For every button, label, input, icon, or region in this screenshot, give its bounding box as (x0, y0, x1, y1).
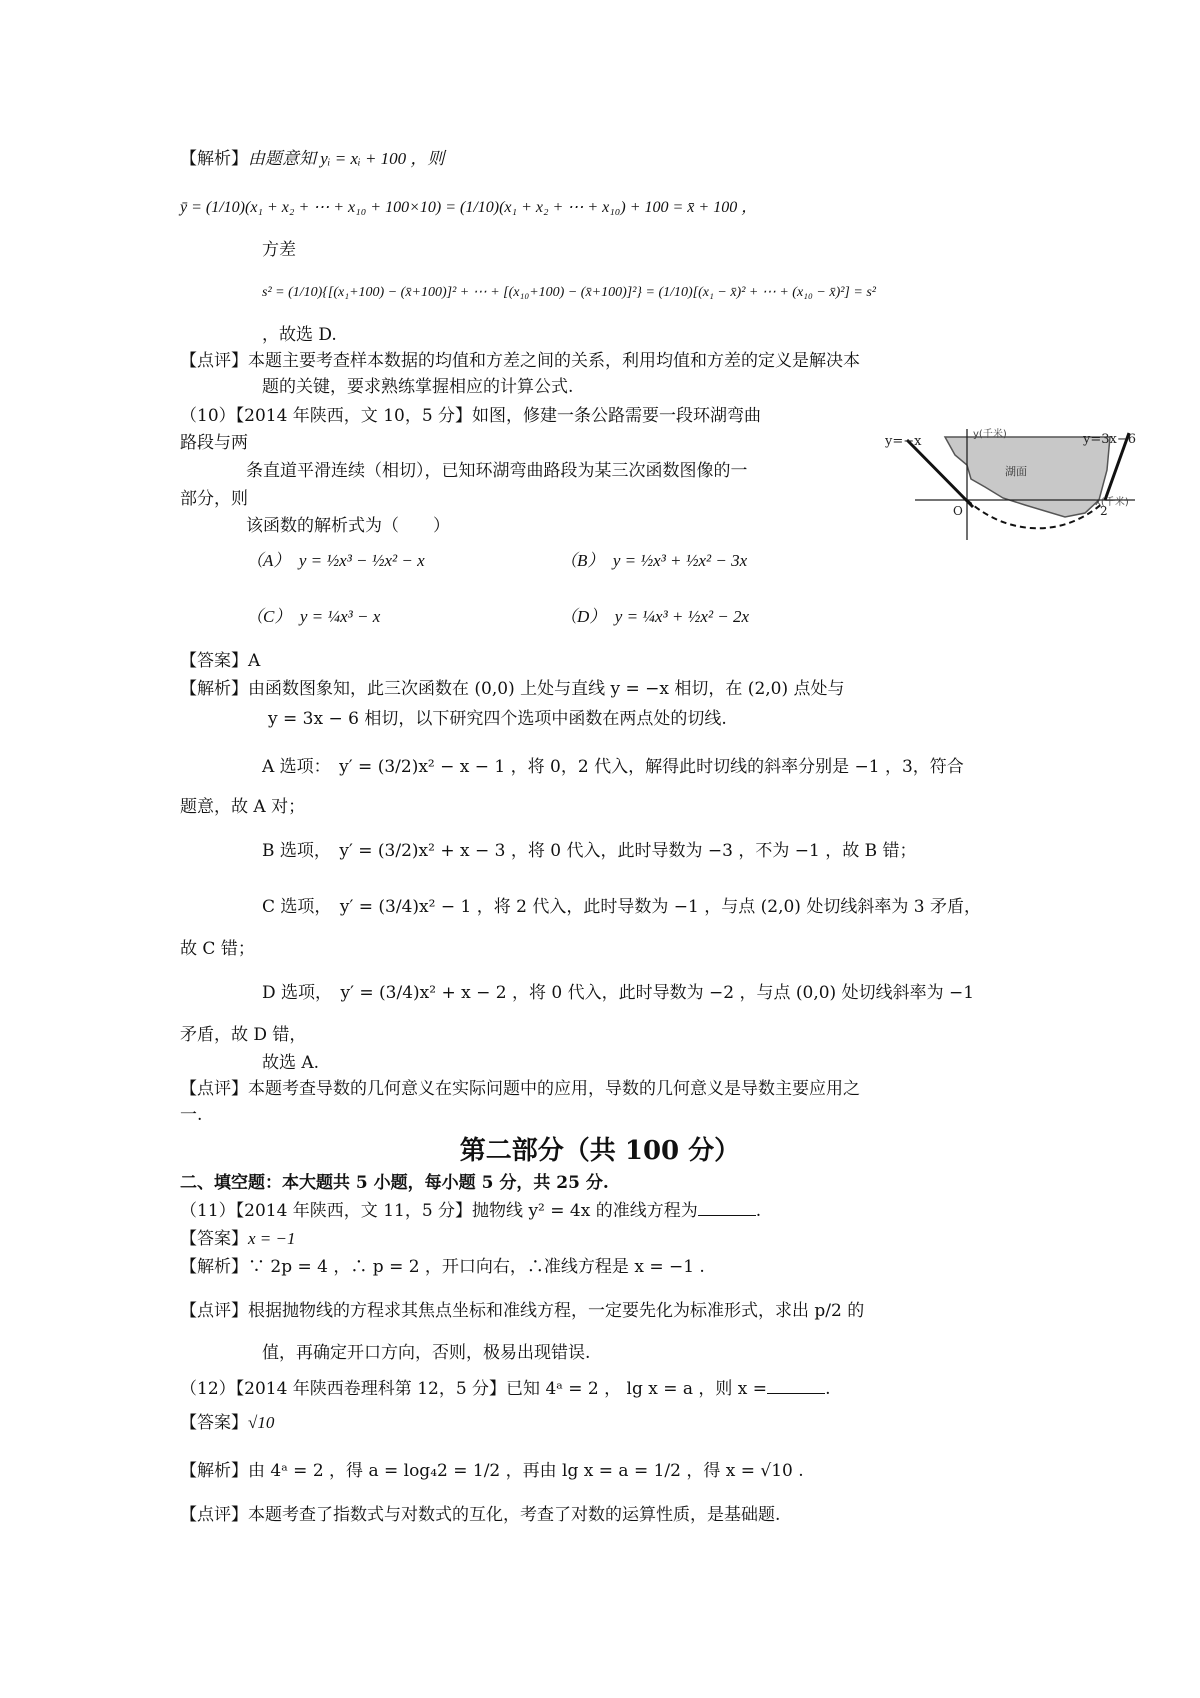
q12-analysis: 【解析】由 4ᵃ = 2 ，得 a = log₄2 = 1/2 ，再由 lg x = a = 1/2 ，得 x = √10 . (180, 1461, 804, 1481)
q10-analysis-line3: A 选项： y′ = (3/2)x² − x − 1 ，将 0，2 代入，解得此时切线的斜率分别是 −1 ，3，符合 (262, 757, 964, 777)
y-axis-label: y(千米) (973, 429, 1007, 440)
two-label: 2 (1100, 504, 1108, 518)
origin-label: O (953, 504, 963, 518)
lake-road-graph (885, 425, 1140, 545)
q10-analysis-line8: D 选项， y′ = (3/4)x² + x − 2 ，将 0 代入，此时导数为 −2 ，与点 (0,0) 处切线斜率为 −1 (262, 983, 975, 1003)
lake-label: 湖面 (1005, 465, 1027, 478)
lake-road-figure (885, 425, 1140, 545)
line-right-label: y=3x−6 (1083, 432, 1137, 447)
q12-comment: 【点评】本题考查了指数式与对数式的互化，考查了对数的运算性质，是基础题. (180, 1505, 781, 1525)
q10-analysis-line10: 故选 A. (262, 1053, 320, 1073)
q10-comment-line1: 【点评】本题考查导数的几何意义在实际问题中的应用，导数的几何意义是导数主要应用之 (180, 1079, 860, 1099)
q10-option-b: （B） y = ½x³ + ½x² − 3x (560, 551, 748, 570)
q10-analysis-line6: C 选项， y′ = (3/4)x² − 1 ，将 2 代入，此时导数为 −1 ，与点 (2,0) 处切线斜率为 3 矛盾， (262, 897, 981, 917)
q9-variance-equation: s² = (1/10){[(x₁+100) − (x̄+100)]² + ⋯ + [(x₁₀+100) − (x̄+100)]²} = (1/10)[(x₁ − x̄)² + ⋯ + (x₁₀ − x̄)²] = s² (262, 285, 876, 300)
q10-question-line5: 该函数的解析式为（ ） (246, 516, 450, 536)
q9-comment-line2: 题的关键，要求熟练掌握相应的计算公式. (262, 377, 574, 397)
q10-question-line2: 路段与两 (180, 433, 248, 453)
q10-analysis-line7: 故 C 错； (180, 939, 255, 959)
q10-answer: 【答案】A (180, 651, 261, 671)
q12-answer: 【答案】√10 (180, 1413, 275, 1433)
q10-option-c: （C） y = ¼x³ − x (246, 607, 381, 626)
q11-comment-line2: 值，再确定开口方向，否则，极易出现错误. (262, 1343, 591, 1363)
q11-answer: 【答案】x = −1 (180, 1229, 296, 1249)
q10-option-a: （A） y = ½x³ − ½x² − x (246, 551, 425, 570)
q11-answer-blank (698, 1199, 756, 1216)
q10-comment-line2: 一. (180, 1105, 203, 1125)
q9-mean-equation: ȳ = (1/10)(x₁ + x₂ + ⋯ + x₁₀ + 100×10) = (1/10)(x₁ + x₂ + ⋯ + x₁₀) + 100 = x̄ + 100 ， (180, 199, 758, 216)
fill-in-section-heading: 二、填空题：本大题共 5 小题，每小题 5 分，共 25 分. (180, 1173, 609, 1193)
x-axis-label: x(千米) (1095, 497, 1129, 508)
q12-question: （12）【2014 年陕西卷理科第 12，5 分】已知 4ᵃ = 2 ， lg x = a ，则 x = . (180, 1379, 831, 1399)
q9-analysis-intro: 【解析】由题意知 yᵢ = xᵢ + 100 ，则 (180, 149, 445, 169)
q10-question-line1: （10）【2014 年陕西，文 10，5 分】如图，修建一条公路需要一段环湖弯曲 (180, 406, 762, 426)
line-left-label: y=−x (885, 434, 922, 449)
q11-comment-line1: 【点评】根据抛物线的方程求其焦点坐标和准线方程，一定要先化为标准形式，求出 p/2 的 (180, 1301, 865, 1321)
q9-variance-label: 方差 (262, 240, 296, 260)
q10-question-line4: 部分，则 (180, 489, 248, 509)
q10-analysis-line9: 矛盾，故 D 错， (180, 1025, 307, 1045)
q10-analysis-line4: 题意，故 A 对； (180, 797, 306, 817)
q10-analysis-line5: B 选项， y′ = (3/2)x² + x − 3 ，将 0 代入，此时导数为 −3 ，不为 −1 ，故 B 错； (262, 841, 917, 861)
q9-conclusion: ，故选 D. (262, 325, 337, 345)
q10-question-line3: 条直道平滑连续（相切），已知环湖弯曲路段为某三次函数图像的一 (246, 461, 748, 481)
q11-question: （11）【2014 年陕西，文 11，5 分】抛物线 y² = 4x 的准线方程为 . (180, 1201, 762, 1221)
q11-analysis: 【解析】∵ 2p = 4 ，∴ p = 2 ，开口向右，∴准线方程是 x = −1 . (180, 1257, 705, 1277)
q12-answer-blank (767, 1377, 825, 1394)
q10-analysis-line1: 【解析】由函数图象知，此三次函数在 (0,0) 上处与直线 y = −x 相切，在 (2,0) 点处与 (180, 679, 845, 699)
part2-title: 第二部分（共 100 分） (459, 1136, 741, 1166)
q10-option-d: （D） y = ¼x³ + ½x² − 2x (560, 607, 750, 626)
q10-analysis-line2: y = 3x − 6 相切，以下研究四个选项中函数在两点处的切线. (268, 709, 727, 729)
q9-comment-line1: 【点评】本题主要考查样本数据的均值和方差之间的关系，利用均值和方差的定义是解决本 (180, 351, 860, 371)
